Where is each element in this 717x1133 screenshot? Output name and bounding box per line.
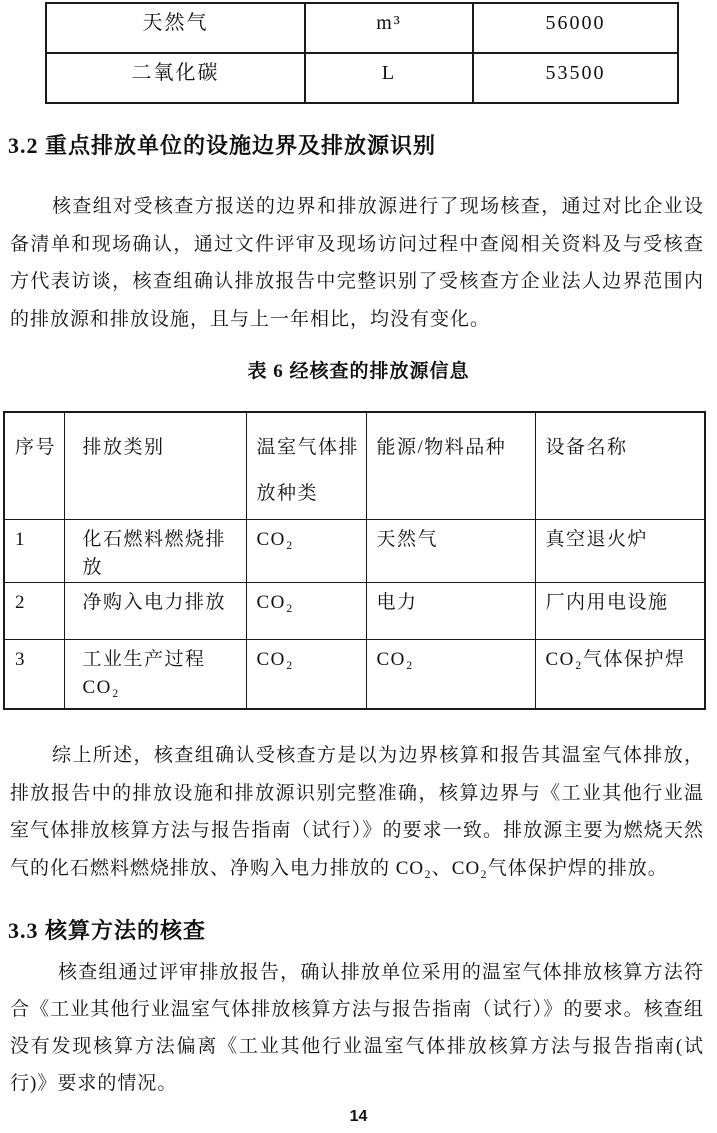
table-cell: L bbox=[305, 53, 473, 103]
table-row bbox=[4, 583, 705, 640]
table-row bbox=[4, 520, 705, 583]
table-cell: 56000 bbox=[473, 3, 678, 53]
table-cell: 厂内用电设施 bbox=[535, 583, 705, 640]
section-heading-3-2: 3.2 重点排放单位的设施边界及排放源识别 bbox=[8, 133, 437, 158]
table-row bbox=[46, 3, 678, 53]
table-cell: 净购入电力排放 bbox=[64, 583, 246, 640]
table-cell: 1 bbox=[4, 520, 64, 583]
table-cell: 化石燃料燃烧排放 bbox=[64, 520, 246, 583]
section-3-3-paragraph: 核查组通过评审排放报告，确认排放单位采用的温室气体排放核算方法符合《工业其他行业温室气体排放核算方法与报告指南（试行）》的要求。核查组没有发现核算方法偏离《工业其他行业温室气体排放核算方法与报告指南(试行)》要求的情况。 bbox=[10, 962, 704, 1094]
table-cell: 天然气 bbox=[366, 520, 535, 583]
column-header: 序号 bbox=[4, 412, 64, 520]
table-cell: CO₂ bbox=[246, 640, 366, 710]
column-header: 能源/物料品种 bbox=[366, 412, 535, 520]
table-cell: 天然气 bbox=[46, 3, 305, 53]
table-cell: 二氧化碳 bbox=[46, 53, 305, 103]
table-cell: 3 bbox=[4, 640, 64, 710]
table-row bbox=[4, 640, 705, 710]
table-cell: CO₂ bbox=[366, 640, 535, 710]
table-cell: 真空退火炉 bbox=[535, 520, 705, 583]
table-cell: CO₂气体保护焊 bbox=[535, 640, 705, 710]
table-row bbox=[46, 53, 678, 103]
table-cell: 53500 bbox=[473, 53, 678, 103]
table6-caption: 表 6 经核查的排放源信息 bbox=[247, 361, 470, 382]
table-cell: CO₂ bbox=[246, 583, 366, 640]
page-number: 14 bbox=[349, 1108, 368, 1125]
column-header: 温室气体排放种类 bbox=[246, 412, 366, 520]
consumption-table bbox=[45, 2, 679, 104]
table-header-row bbox=[4, 412, 705, 520]
section-3-2-paragraph: 核查组对受核查方报送的边界和排放源进行了现场核查，通过对比企业设备清单和现场确认，通过文件评审及现场访问过程中查阅相关资料及与受核查方代表访谈，核查组确认排放报告中完整识别了受核查方企业法人边界范围内的排放源和排放设施，且与上一年相比，均没有变化。 bbox=[10, 196, 704, 330]
table-cell: 2 bbox=[4, 583, 64, 640]
column-header: 排放类别 bbox=[64, 412, 246, 520]
column-header: 设备名称 bbox=[535, 412, 705, 520]
table-cell: 电力 bbox=[366, 583, 535, 640]
table-cell: CO₂ bbox=[246, 520, 366, 583]
emission-source-table bbox=[3, 411, 706, 710]
section-heading-3-3: 3.3 核算方法的核查 bbox=[8, 918, 207, 943]
table-cell: 工业生产过程 CO₂ bbox=[64, 640, 246, 710]
table-cell: m³ bbox=[305, 3, 473, 53]
summary-paragraph: 综上所述，核查组确认受核查方是以为边界核算和报告其温室气体排放，排放报告中的排放设施和排放源识别完整准确，核算边界与《工业其他行业温室气体排放核算方法与报告指南（试行）》的要求一致。排放源主要为燃烧天然气的化石燃料燃烧排放、净购入电力排放的 CO₂、CO₂气体保护焊的排放。 bbox=[10, 745, 704, 879]
